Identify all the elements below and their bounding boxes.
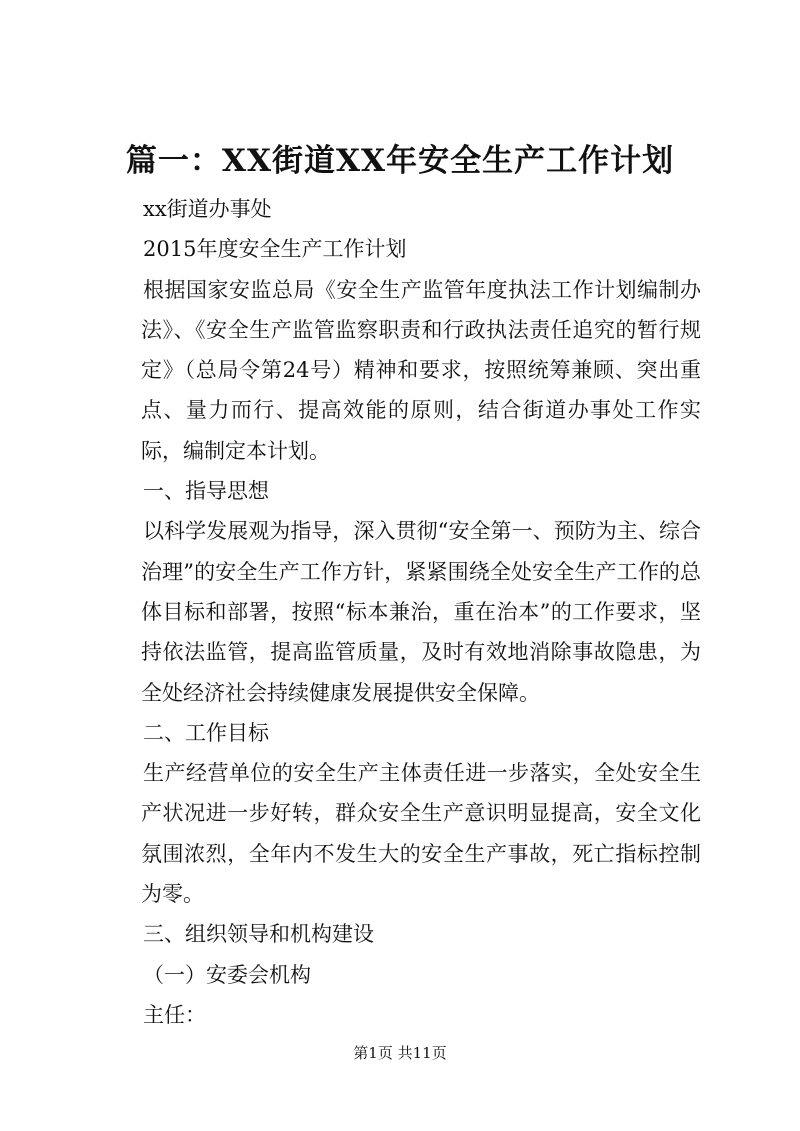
paragraph-intro-text: 根据国家安监总局《安全生产监管年度执法工作计划编制办法》、《安全生产监管监察职责和行政执法责任追究的暂行规定》（总局令第24号）精神和要求，按照统筹兼顾、突出重点、量力而行、提高效能的原则，结合街道办事处工作实际，编制定本计划。 — [141, 277, 701, 463]
paragraph-office: xx街道办事处 — [143, 197, 272, 221]
section-heading-organization: 三、组织领导和机构建设 — [143, 922, 374, 947]
paragraph-guiding-thought-text: 以科学发展观为指导，深入贯彻“安全第一、预防为主、综合治理”的安全生产工作方针，紧紧围绕全处安全生产工作的总体目标和部署，按照“标本兼治，重在治本”的工作要求，坚持依法监管，提高监管质量，及时有效地消除事故隐患，为全处经济社会持续健康发展提供安全保障。 — [141, 519, 701, 705]
paragraph-work-goals-text: 生产经营单位的安全生产主体责任进一步落实，全处安全生产状况进一步好转，群众安全生产意识明显提高，安全文化氛围浓烈，全年内不发生大的安全生产事故，死亡指标控制为零。 — [141, 761, 701, 907]
paragraph-director: 主任： — [143, 1002, 206, 1027]
paragraph-plan-heading: 2015年度安全生产工作计划 — [143, 237, 407, 262]
section-heading-guiding-thought: 一、指导思想 — [143, 479, 269, 504]
subsection-heading-committee: （一）安委会机构 — [143, 962, 311, 987]
document-title: 篇一：XX街道XX年安全生产工作计划 — [125, 143, 675, 179]
paragraph-work-goals — [141, 753, 701, 914]
page-footer: 第1页 共11页 — [353, 1044, 447, 1062]
paragraph-guiding-thought — [141, 511, 701, 712]
section-heading-work-goals: 二、工作目标 — [143, 720, 269, 745]
document-body — [141, 189, 701, 1035]
paragraph-intro — [141, 270, 701, 471]
